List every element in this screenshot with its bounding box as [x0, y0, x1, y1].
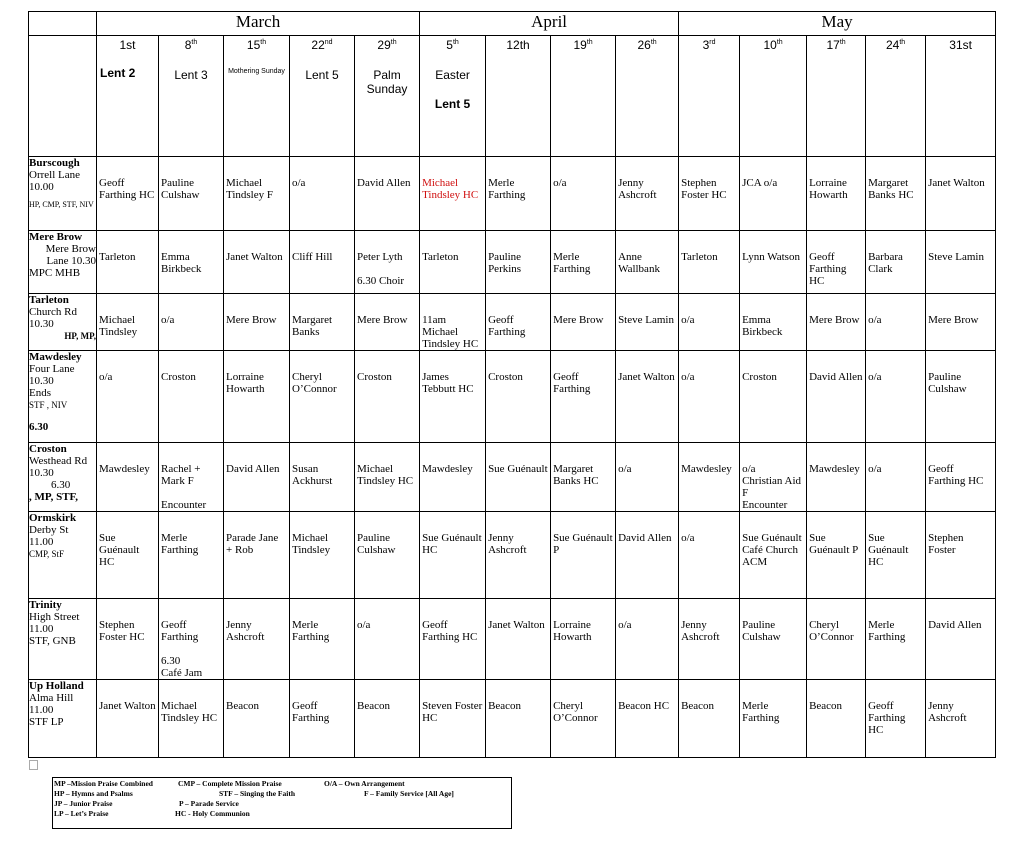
- sunday-name: Palm Sunday: [366, 68, 408, 96]
- preacher-cell: Mere Brow: [807, 294, 866, 351]
- date-number: [224, 38, 289, 52]
- preacher-cell: Janet Walton: [616, 351, 679, 443]
- church-row: [29, 443, 996, 512]
- preacher-cell: Jenny Ashcroft: [224, 599, 290, 680]
- preacher-cell: Mere Brow: [355, 294, 420, 351]
- preacher-cell: Beacon: [679, 680, 740, 758]
- church-info-cell: [29, 599, 97, 680]
- date-suffix: th: [776, 39, 783, 46]
- date-suffix: th: [839, 39, 846, 46]
- preacher-cell: Janet Walton: [224, 231, 290, 294]
- date-suffix: th: [586, 39, 593, 46]
- date-suffix: th: [390, 39, 397, 46]
- preacher-cell: o/a: [355, 599, 420, 680]
- date-number-text: 5: [446, 38, 453, 52]
- date-header-cell: [679, 36, 740, 157]
- date-header-row: [29, 36, 996, 157]
- date-suffix: th: [899, 39, 906, 46]
- preacher-cell: Geoff Farthing HC: [926, 443, 996, 512]
- preacher-cell: Merle Farthing: [551, 231, 616, 294]
- preacher-cell: Emma Birkbeck: [159, 231, 224, 294]
- preacher-cell: Croston: [740, 351, 807, 443]
- preacher-cell: David Allen: [807, 351, 866, 443]
- date-header-cell: [926, 36, 996, 157]
- church-detail: 10.30: [29, 318, 54, 330]
- preacher-cell: Mere Brow: [224, 294, 290, 351]
- church-name: Mere Brow: [29, 231, 83, 243]
- preacher-cell: Stephen Foster HC: [97, 599, 159, 680]
- preacher-cell: Pauline Culshaw: [740, 599, 807, 680]
- date-suffix: rd: [709, 39, 716, 46]
- sunday-name: Lent 2: [100, 66, 136, 80]
- date-number: [807, 38, 865, 52]
- church-detail: 6.30: [51, 479, 71, 491]
- church-detail: Church Rd: [29, 306, 77, 318]
- date-number-text: 8: [184, 38, 192, 52]
- church-info-cell: [29, 680, 97, 758]
- preacher-cell: Michael Tindsley HC: [355, 443, 420, 512]
- church-name: Trinity: [29, 599, 62, 611]
- church-detail: 11.00: [29, 704, 54, 716]
- church-name: Croston: [29, 443, 67, 455]
- church-hymnbooks: 6.30: [29, 421, 49, 433]
- church-name: Mawdesley: [29, 351, 82, 363]
- date-header-cell: [807, 36, 866, 157]
- church-detail: Lane 10.30: [46, 255, 96, 267]
- preacher-cell: Tarleton: [420, 231, 486, 294]
- key-item: STF – Singing the Faith: [219, 789, 295, 798]
- month-april: April: [420, 12, 679, 36]
- key-item: JP – Junior Praise: [54, 799, 113, 808]
- preaching-rota-table: [28, 11, 996, 758]
- church-hymnbooks: HP, CMP, STF, NIV: [29, 200, 94, 209]
- preacher-cell: Mawdesley: [679, 443, 740, 512]
- preacher-cell: David Allen: [926, 599, 996, 680]
- preacher-cell: Michael Tindsley HC: [159, 680, 224, 758]
- preacher-cell: JCA o/a: [740, 157, 807, 231]
- preacher-cell: Mawdesley: [807, 443, 866, 512]
- preacher-cell: Croston: [355, 351, 420, 443]
- corner-cell: [29, 36, 97, 157]
- date-number-text: 1st: [119, 38, 136, 52]
- preacher-cell: Margaret Banks: [290, 294, 355, 351]
- church-detail: 10.30: [29, 467, 54, 479]
- preacher-cell: Margaret Banks HC: [866, 157, 926, 231]
- church-detail: STF, GNB: [29, 635, 76, 647]
- preacher-cell: Jenny Ashcroft: [679, 599, 740, 680]
- church-name: Burscough: [29, 157, 80, 169]
- preacher-cell: Beacon: [486, 680, 551, 758]
- preacher-cell: Sue Guénault: [486, 443, 551, 512]
- preacher-cell: Cheryl O’Connor: [807, 599, 866, 680]
- preacher-cell: Anne Wallbank: [616, 231, 679, 294]
- church-detail: Derby St: [29, 524, 69, 536]
- date-number-text: 26: [637, 38, 651, 52]
- preacher-cell: Sue Guénault P: [551, 512, 616, 599]
- preacher-cell: o/a: [866, 443, 926, 512]
- corner-cell: [29, 12, 97, 36]
- key-item: O/A – Own Arrangement: [324, 779, 405, 788]
- preacher-cell: Peter Lyth 6.30 Choir: [355, 231, 420, 294]
- date-number-text: 24: [885, 38, 900, 52]
- date-suffix: th: [452, 39, 459, 46]
- preacher-cell: Mawdesley: [97, 443, 159, 512]
- church-name: Ormskirk: [29, 512, 77, 524]
- preacher-cell: o/a: [616, 599, 679, 680]
- preacher-cell: Stephen Foster: [926, 512, 996, 599]
- preacher-cell: Michael Tindsley: [290, 512, 355, 599]
- preacher-cell: Geoff Farthing 6.30 Café Jam: [159, 599, 224, 680]
- preacher-cell: Jenny Ashcroft: [486, 512, 551, 599]
- preacher-cell: Tarleton: [97, 231, 159, 294]
- preacher-cell: Tarleton: [679, 231, 740, 294]
- preacher-cell: o/a: [679, 512, 740, 599]
- date-number-text: 17: [826, 38, 840, 52]
- date-header-cell: [224, 36, 290, 157]
- church-detail: 11.00: [29, 536, 54, 548]
- preacher-cell: 11am Michael Tindsley HC: [420, 294, 486, 351]
- preacher-cell: Parade Jane + Rob: [224, 512, 290, 599]
- preacher-cell: Geoff Farthing: [290, 680, 355, 758]
- preacher-cell: Merle Farthing: [486, 157, 551, 231]
- preacher-cell: Merle Farthing: [866, 599, 926, 680]
- preacher-cell: Merle Farthing: [290, 599, 355, 680]
- key-item: P – Parade Service: [179, 799, 239, 808]
- preacher-cell: Geoff Farthing: [486, 294, 551, 351]
- church-row: [29, 680, 996, 758]
- date-number-text: 31st: [949, 38, 972, 52]
- church-detail: STF LP: [29, 716, 64, 728]
- preacher-cell: o/a: [159, 294, 224, 351]
- church-info-cell: [29, 512, 97, 599]
- preacher-cell: o/a: [866, 351, 926, 443]
- church-info-cell: [29, 231, 97, 294]
- date-number-text: 12th: [506, 38, 530, 52]
- preacher-cell: Merle Farthing: [159, 512, 224, 599]
- preacher-cell: Susan Ackhurst: [290, 443, 355, 512]
- preacher-cell: Margaret Banks HC: [551, 443, 616, 512]
- abbreviation-key: [52, 777, 512, 829]
- preacher-cell: David Allen: [355, 157, 420, 231]
- preacher-cell: Mere Brow: [551, 294, 616, 351]
- church-detail: High Street: [29, 611, 80, 623]
- preacher-cell: Michael Tindsley: [97, 294, 159, 351]
- church-detail: Ends: [29, 387, 51, 399]
- preacher-cell: Beacon HC: [616, 680, 679, 758]
- preacher-cell: Geoff Farthing HC: [97, 157, 159, 231]
- date-header-cell: [97, 36, 159, 157]
- preacher-cell: James Tebbutt HC: [420, 351, 486, 443]
- sunday-subtitle: Lent 5: [434, 97, 471, 111]
- church-row: [29, 157, 996, 231]
- church-detail: Orrell Lane: [29, 169, 80, 181]
- key-item: HC - Holy Communion: [175, 809, 250, 818]
- preacher-cell: Geoff Farthing HC: [866, 680, 926, 758]
- date-number: [679, 38, 739, 52]
- preacher-cell: Mawdesley: [420, 443, 486, 512]
- date-suffix: th: [191, 39, 198, 46]
- month-may: May: [679, 12, 996, 36]
- date-suffix: th: [650, 39, 657, 46]
- month-header-row: [29, 12, 996, 36]
- church-detail: 11.00: [29, 623, 54, 635]
- preacher-cell: Stephen Foster HC: [679, 157, 740, 231]
- date-header-cell: [866, 36, 926, 157]
- preacher-cell: Geoff Farthing HC: [420, 599, 486, 680]
- preacher-cell: David Allen: [616, 512, 679, 599]
- preacher-cell: Cheryl O’Connor: [551, 680, 616, 758]
- date-number: [355, 38, 419, 52]
- sunday-name: Mothering Sunday: [228, 68, 285, 75]
- date-number: [420, 38, 485, 52]
- preacher-cell: Michael Tindsley HC: [420, 157, 486, 231]
- preacher-cell: Croston: [159, 351, 224, 443]
- key-item: HP – Hymns and Psalms: [54, 789, 133, 798]
- preacher-cell: Pauline Perkins: [486, 231, 551, 294]
- church-detail: Westhead Rd: [29, 455, 88, 467]
- church-row: [29, 512, 996, 599]
- preacher-cell: Sue Guénault P: [807, 512, 866, 599]
- date-number: [551, 38, 615, 52]
- date-header-cell: [290, 36, 355, 157]
- checkbox-icon: [29, 760, 38, 770]
- preacher-cell: Janet Walton: [97, 680, 159, 758]
- church-info-cell: [29, 443, 97, 512]
- key-item: CMP – Complete Mission Praise: [178, 779, 282, 788]
- preacher-cell: o/a: [616, 443, 679, 512]
- date-number-text: 22: [311, 38, 325, 52]
- preacher-cell: Mere Brow: [926, 294, 996, 351]
- preacher-cell: o/a: [97, 351, 159, 443]
- preacher-cell: Steve Lamin: [616, 294, 679, 351]
- preacher-cell: Merle Farthing: [740, 680, 807, 758]
- sunday-name: Lent 5: [305, 68, 339, 82]
- preacher-cell: Beacon: [355, 680, 420, 758]
- preacher-cell: Sue Guénault HC: [866, 512, 926, 599]
- church-hymnbooks: HP, MP,: [64, 331, 96, 341]
- preacher-cell: Lorraine Howarth: [807, 157, 866, 231]
- preacher-cell: o/a: [679, 294, 740, 351]
- date-header-cell: [159, 36, 224, 157]
- date-number-text: 15: [246, 38, 261, 52]
- key-item: LP – Let’s Praise: [54, 809, 109, 818]
- key-item: MP –Mission Praise Combined: [54, 779, 153, 788]
- preacher-cell: Michael Tindsley F: [224, 157, 290, 231]
- preacher-cell: o/a Christian Aid F Encounter: [740, 443, 807, 512]
- preacher-cell: Lorraine Howarth: [224, 351, 290, 443]
- church-name: Up Holland: [29, 680, 84, 692]
- date-header-cell: [740, 36, 807, 157]
- preacher-cell: o/a: [551, 157, 616, 231]
- date-number: [616, 38, 678, 52]
- church-info-cell: [29, 157, 97, 231]
- church-detail: 10.30: [29, 375, 54, 387]
- church-name: Tarleton: [29, 294, 69, 306]
- date-number: [740, 38, 806, 52]
- preacher-cell: Pauline Culshaw: [159, 157, 224, 231]
- date-number: [290, 38, 354, 52]
- preacher-cell: Rachel + Mark F Encounter: [159, 443, 224, 512]
- preacher-cell: Pauline Culshaw: [926, 351, 996, 443]
- preacher-cell: Cliff Hill: [290, 231, 355, 294]
- date-number: [926, 38, 995, 52]
- date-number-text: 3: [702, 38, 710, 52]
- preacher-cell: Jenny Ashcroft: [926, 680, 996, 758]
- sunday-name: Lent 3: [174, 68, 208, 82]
- date-number: [486, 38, 550, 52]
- preacher-cell: Janet Walton: [926, 157, 996, 231]
- church-detail: MPC MHB: [29, 267, 81, 279]
- church-row: [29, 231, 996, 294]
- church-detail: CMP, StF: [29, 549, 65, 559]
- preacher-cell: Sue Guénault Café Church ACM: [740, 512, 807, 599]
- preacher-cell: Pauline Culshaw: [355, 512, 420, 599]
- preacher-cell: Steven Foster HC: [420, 680, 486, 758]
- preacher-cell: Cheryl O’Connor: [290, 351, 355, 443]
- preacher-cell: Geoff Farthing: [551, 351, 616, 443]
- church-row: [29, 351, 996, 443]
- date-number-text: 10: [763, 38, 777, 52]
- church-detail: Four Lane: [29, 363, 75, 375]
- preacher-cell: Beacon: [224, 680, 290, 758]
- date-header-cell: [355, 36, 420, 157]
- date-header-cell: [551, 36, 616, 157]
- preacher-cell: Lynn Watson: [740, 231, 807, 294]
- church-detail: Mere Brow: [45, 243, 96, 255]
- church-hymnbooks: , MP, STF,: [29, 491, 79, 503]
- date-suffix: nd: [324, 39, 333, 46]
- church-row: [29, 599, 996, 680]
- date-number-text: 29: [377, 38, 391, 52]
- date-number: [97, 38, 158, 52]
- month-march: March: [97, 12, 420, 36]
- church-detail: STF , NIV: [29, 400, 68, 410]
- preacher-cell: Sue Guénault HC: [97, 512, 159, 599]
- preacher-cell: Lorraine Howarth: [551, 599, 616, 680]
- date-header-cell: [420, 36, 486, 157]
- preacher-cell: Janet Walton: [486, 599, 551, 680]
- church-detail: 10.00: [29, 181, 54, 193]
- preacher-cell: Croston: [486, 351, 551, 443]
- preacher-cell: David Allen: [224, 443, 290, 512]
- date-header-cell: [486, 36, 551, 157]
- preacher-cell: Geoff Farthing HC: [807, 231, 866, 294]
- date-number: [866, 38, 925, 52]
- date-suffix: th: [260, 39, 267, 46]
- preacher-cell: Emma Birkbeck: [740, 294, 807, 351]
- church-info-cell: [29, 294, 97, 351]
- preacher-cell: Barbara Clark: [866, 231, 926, 294]
- sunday-name: Easter: [435, 68, 470, 82]
- date-number-text: 19: [573, 38, 587, 52]
- preacher-cell: Sue Guénault HC: [420, 512, 486, 599]
- key-item: F – Family Service [All Age]: [364, 789, 454, 798]
- preacher-cell: Beacon: [807, 680, 866, 758]
- date-number: [159, 38, 223, 52]
- church-row: [29, 294, 996, 351]
- church-detail: Alma Hill: [29, 692, 74, 704]
- preacher-cell: Jenny Ashcroft: [616, 157, 679, 231]
- preacher-cell: Steve Lamin: [926, 231, 996, 294]
- preacher-cell: o/a: [290, 157, 355, 231]
- church-info-cell: [29, 351, 97, 443]
- date-header-cell: [616, 36, 679, 157]
- preacher-cell: o/a: [866, 294, 926, 351]
- preacher-cell: o/a: [679, 351, 740, 443]
